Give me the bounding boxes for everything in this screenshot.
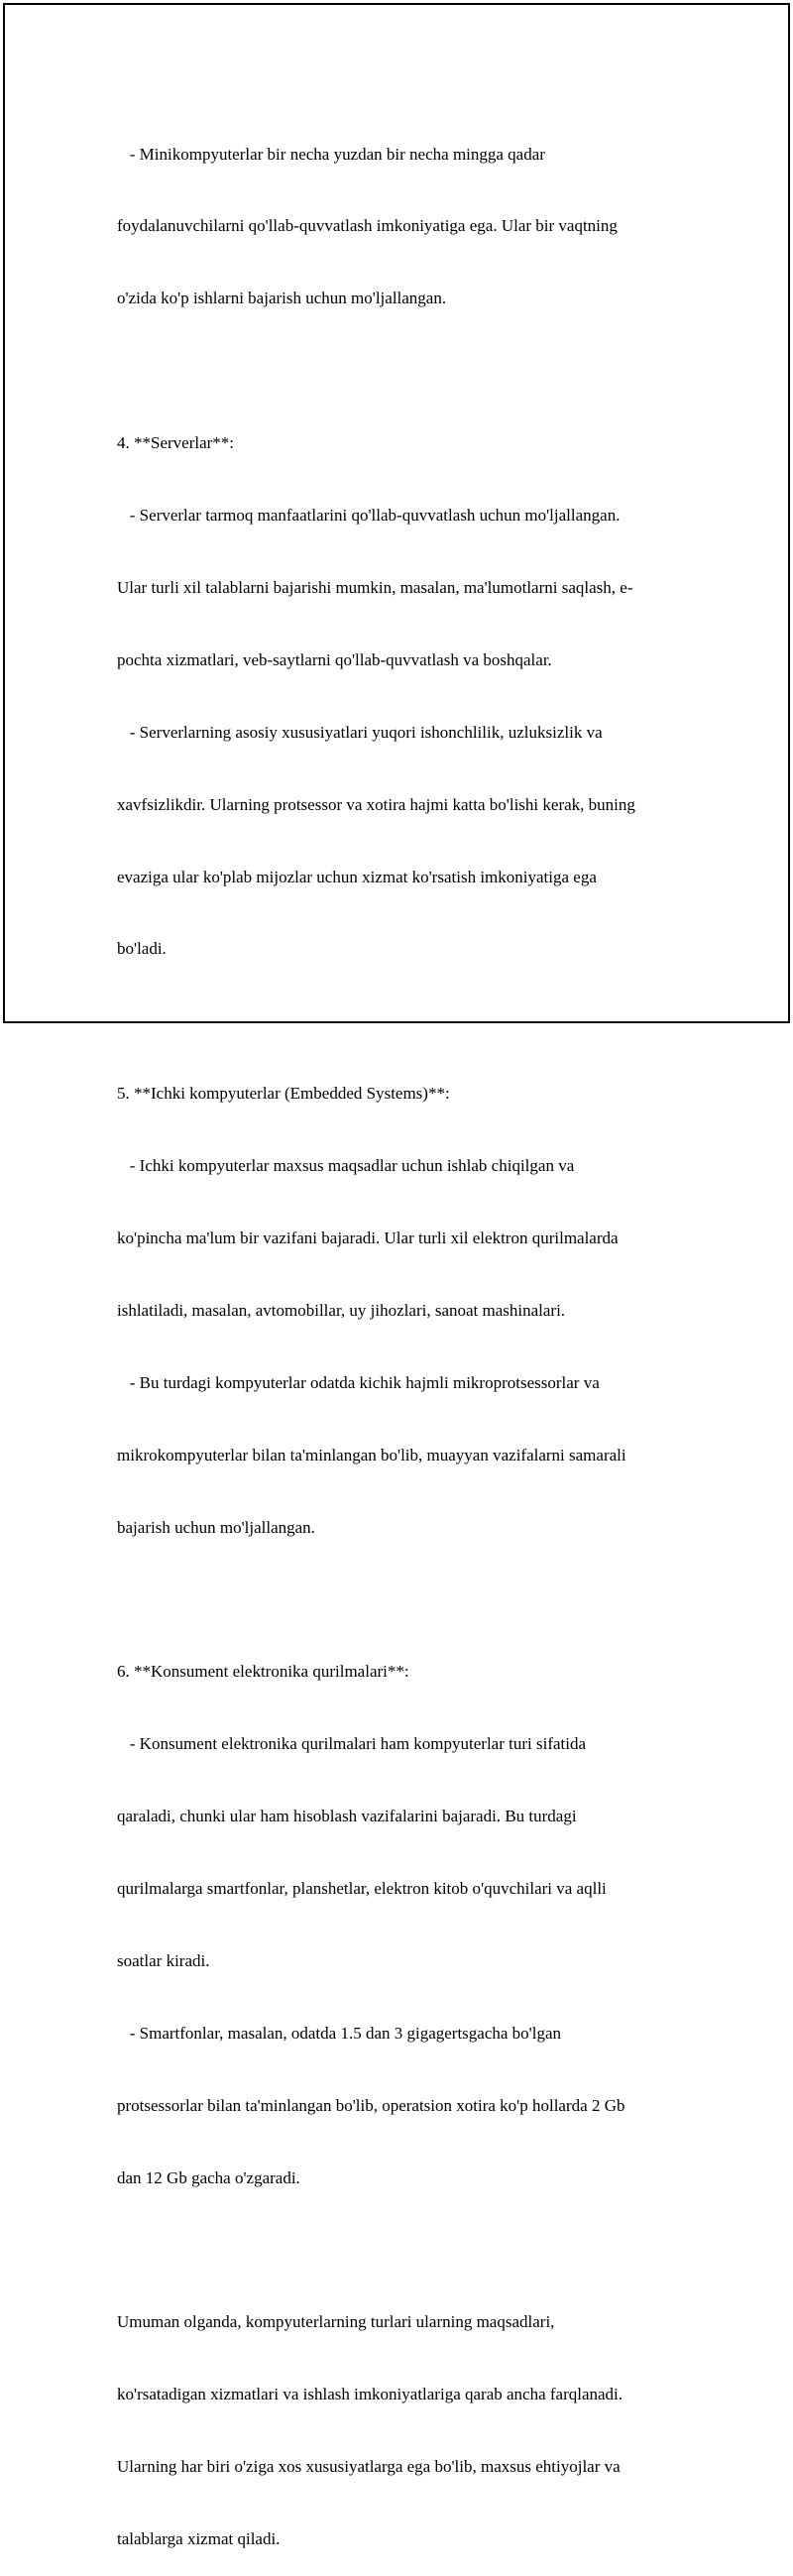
blank-line	[117, 359, 692, 383]
text-line: - Ichki kompyuterlar maxsus maqsadlar uchun ishlab chiqilgan va	[117, 1156, 575, 1176]
text-line: foydalanuvchilarni qo'llab-quvvatlash imkoniyatiga ega. Ular bir vaqtning	[117, 216, 618, 236]
text-line: protsessorlar bilan ta'minlangan bo'lib, operatsion xotira ko'p hollarda 2 Gb	[117, 2095, 625, 2115]
text-line: Umuman olganda, kompyuterlarning turlari ularning maqsadlari,	[117, 2312, 555, 2332]
text-line: qaraladi, chunki ular ham hisoblash vazifalarini bajaradi. Bu turdagi	[117, 1807, 577, 1826]
text-line: Ularning har biri o'ziga xos xususiyatlarga ega bo'lib, maxsus ehtiyojlar va	[117, 2457, 621, 2477]
text-line: ko'rsatadigan xizmatlari va ishlash imkoniyatlariga qarab ancha farqlanadi.	[117, 2385, 623, 2404]
text-line: - Smartfonlar, masalan, odatda 1.5 dan 3 gigagertsgacha bo'lgan	[117, 2023, 562, 2043]
text-line: mikrokompyuterlar bilan ta'minlangan bo'lib, muayyan vazifalarni samarali	[117, 1445, 626, 1464]
text-line: - Konsument elektronika qurilmalari ham kompyuterlar turi sifatida	[117, 1734, 587, 1754]
blank-line	[117, 1587, 692, 1611]
text-line: evaziga ular ko'plab mijozlar uchun xizmat ko'rsatish imkoniyatiga ega	[117, 867, 597, 886]
document-body	[117, 94, 692, 2576]
text-line: xavfsizlikdir. Ularning protsessor va xotira hajmi katta bo'lishi kerak, buning	[117, 794, 635, 814]
text-line: talablarga xizmat qiladi.	[117, 2528, 281, 2548]
text-line: ishlatiladi, masalan, avtomobillar, uy jihozlari, sanoat mashinalari.	[117, 1300, 566, 1320]
text-line: dan 12 Gb gacha o'zgaradi.	[117, 2167, 300, 2187]
text-line: bo'ladi.	[117, 939, 167, 959]
text-line: - Minikompyuterlar bir necha yuzdan bir necha mingga qadar	[117, 144, 545, 164]
text-line: bajarish uchun mo'ljallangan.	[117, 1517, 315, 1537]
blank-line	[117, 2238, 692, 2262]
text-line: pochta xizmatlari, veb-saytlarni qo'llab-quvvatlash va boshqalar.	[117, 649, 552, 669]
text-line: o'zida ko'p ishlarni bajarish uchun mo'ljallangan.	[117, 289, 447, 308]
text-line: - Serverlarning asosiy xususiyatlari yuqori ishonchlilik, uzluksizlik va	[117, 722, 603, 742]
section-heading: 4. **Serverlar**:	[117, 433, 235, 453]
section-heading: 6. **Konsument elektronika qurilmalari**:	[117, 1662, 409, 1682]
text-line: - Serverlar tarmoq manfaatlarini qo'llab-quvvatlash uchun mo'ljallangan.	[117, 506, 621, 526]
text-line: qurilmalarga smartfonlar, planshetlar, elektron kitob o'quvchilari va aqlli	[117, 1878, 607, 1898]
text-line: ko'pincha ma'lum bir vazifani bajaradi. Ular turli xil elektron qurilmalarda	[117, 1228, 619, 1247]
text-line: soatlar kiradi.	[117, 1950, 210, 1970]
text-line: Ular turli xil talablarni bajarishi mumkin, masalan, ma'lumotlarni saqlash, e-	[117, 577, 633, 597]
blank-line	[117, 1009, 692, 1033]
text-line: - Bu turdagi kompyuterlar odatda kichik hajmli mikroprotsessorlar va	[117, 1372, 600, 1392]
section-heading: 5. **Ichki kompyuterlar (Embedded Systems)**:	[117, 1084, 450, 1104]
